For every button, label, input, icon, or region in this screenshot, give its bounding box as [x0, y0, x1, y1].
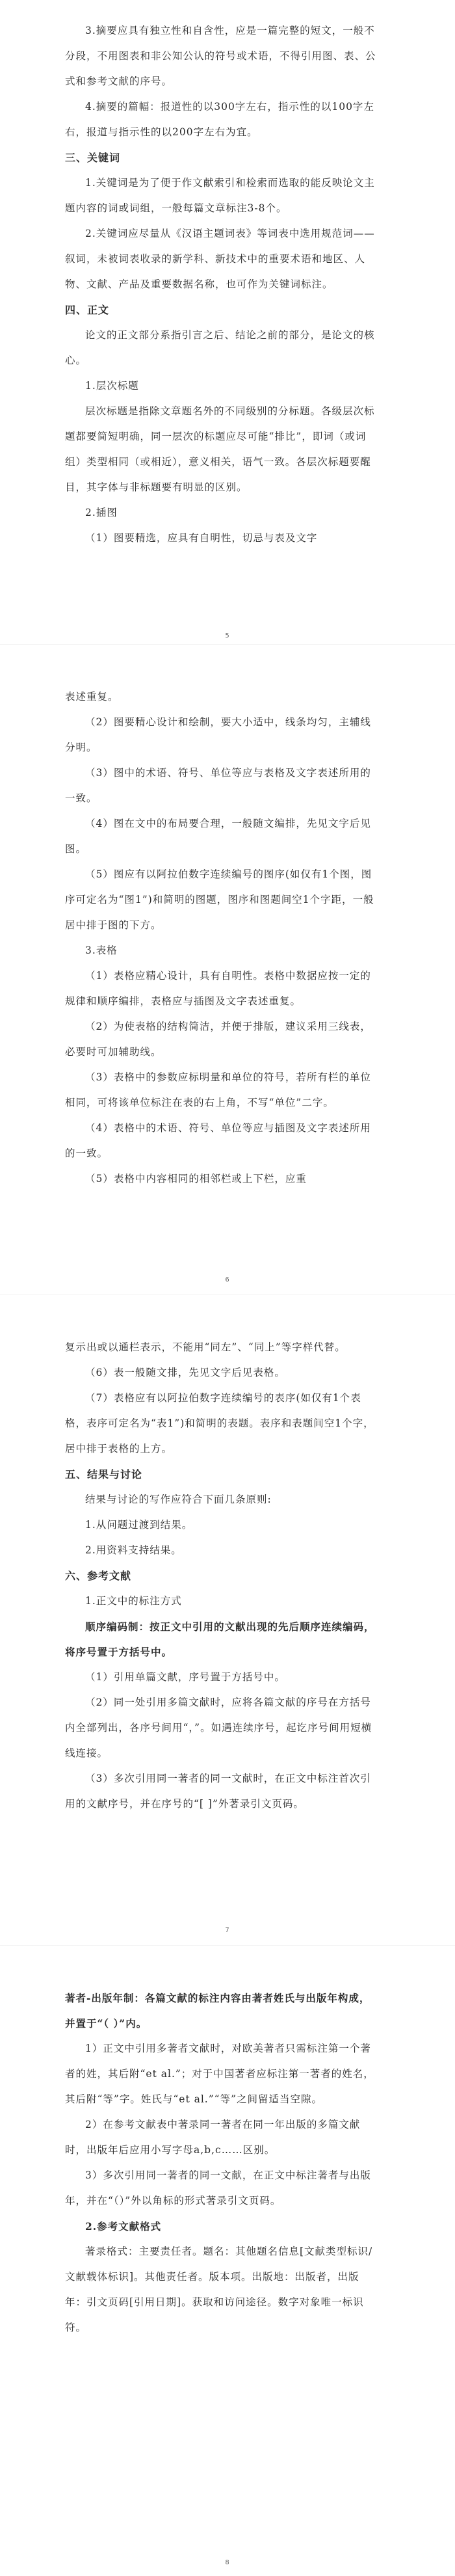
- document-page-1: [0, 0, 455, 644]
- figure-rule-4: （4）图在文中的布局要合理，一般随文编排，先见文字后见图。: [65, 818, 371, 855]
- keywords-rule-1: 1.关键词是为了便于作文献索引和检索而选取的能反映论文主题内容的词或词组，一般每篇文章标注3-8个。: [65, 177, 375, 214]
- levels-paragraph: 层次标题是指除文章题名外的不同级别的分标题。各级层次标题都要简短明确，同一层次的标题应尽可能“排比”，即词（或词组）类型相同（或相近），意义相关，语气一致。各层次标题要醒目，其字体与非标题要有明显的区别。: [65, 405, 375, 493]
- figure-rule-2: （2）图要精心设计和绘制，要大小适中，线条均匀，主辅线分明。: [65, 716, 371, 753]
- section-heading-references: 六、参考文献: [65, 1570, 132, 1582]
- table-rule-2: （2）为使表格的结构简洁，并便于排版，建议采用三线表，必要时可加辅助线。: [65, 1021, 371, 1058]
- table-rule-1: （1）表格应精心设计，具有自明性。表格中数据应按一定的规律和顺序编排，表格应与插图及文字表述重复。: [65, 970, 371, 1007]
- results-item-1: 1.从问题过渡到结果。: [85, 1519, 193, 1531]
- author-year-system-definition: 著者-出版年制：各篇文献的标注内容由著者姓氏与出版年构成，并置于“（ ）”内。: [65, 1992, 370, 2030]
- subheading-reference-format: 2.参考文献格式: [85, 2220, 162, 2233]
- author-year-rule-3: 3）多次引用同一著者的同一文献，在正文中标注著者与出版年，并在“（）”外以角标的形式著录引文页码。: [65, 2169, 371, 2207]
- table-rule-5-end: 复示出或以通栏表示，不能用“同左”、“同上”等字样代替。: [65, 1341, 346, 1353]
- document-page-2: [0, 644, 455, 1295]
- page-number: 5: [225, 632, 230, 639]
- reference-format-paragraph: 著录格式：主要责任者。题名：其他题名信息[文献类型标识/文献载体标识]。其他责任者。版本项。出版地：出版者，出版年：引文页码[引用日期]。获取和访问途径。数字对象唯一标识符。: [65, 2246, 373, 2333]
- page-number: 8: [225, 2559, 230, 2566]
- citation-rule-2: （2）同一处引用多篇文献时，应将各篇文献的序号在方括号内全部列出，各序号间用“，”。如遇连续序号，起讫序号间用短横线连接。: [65, 1697, 372, 1759]
- page-number: 6: [225, 1276, 230, 1283]
- abstract-rule-4: 4.摘要的篇幅：报道性的以300字左右，指示性的以100字左右，报道与指示性的以200字左右为宜。: [65, 101, 374, 138]
- document-page-3: [0, 1295, 455, 1945]
- abstract-rule-3: 3.摘要应具有独立性和自含性，应是一篇完整的短文，一般不分段，不用图表和非公知公认的符号或术语，不得引用图、表、公式和参考文献的序号。: [65, 25, 376, 87]
- section-heading-keywords: 三、关键词: [65, 152, 121, 164]
- subheading-figures: 2.插图: [85, 507, 118, 518]
- results-intro: 结果与讨论的写作应符合下面几条原则:: [85, 1494, 272, 1505]
- document-page-4: [0, 1945, 455, 2576]
- subheading-citation-method: 1.正文中的标注方式: [85, 1595, 182, 1607]
- numeric-system-definition: 顺序编码制：按正文中引用的文献出现的先后顺序连续编码，将序号置于方括号中。: [65, 1620, 375, 1658]
- body-intro: 论文的正文部分系指引言之后、结论之前的部分，是论文的核心。: [65, 329, 375, 366]
- section-heading-body: 四、正文: [65, 304, 110, 316]
- section-heading-results: 五、结果与讨论: [65, 1468, 143, 1481]
- page-divider: [0, 1945, 455, 1946]
- author-year-rule-1: 1）正文中引用多著者文献时，对欧美著者只需标注第一个著者的姓，其后附“et al.”；对于中国著者应标注第一著者的姓名，其后附“等”字。姓氏与“et al.”“等”之间留适当空隙。: [65, 2043, 374, 2105]
- table-rule-5-start: （5）表格中内容相同的相邻栏或上下栏，应重: [85, 1173, 307, 1185]
- page-number: 7: [225, 1927, 230, 1934]
- keywords-rule-2: 2.关键词应尽量从《汉语主题词表》等词表中选用规范词——叙词，未被词表收录的新学科、新技术中的重要术语和地区、人物、文献、产品及重要数据名称，也可作为关键词标注。: [65, 228, 375, 290]
- figure-rule-1-end: 表述重复。: [65, 691, 119, 703]
- page-divider: [0, 644, 455, 645]
- table-rule-4: （4）表格中的术语、符号、单位等应与插图及文字表述所用的一致。: [65, 1122, 371, 1159]
- table-rule-3: （3）表格中的参数应标明量和单位的符号，若所有栏的单位相同，可将该单位标注在表的右上角，不写“单位”二字。: [65, 1071, 371, 1108]
- subheading-levels: 1.层次标题: [85, 380, 139, 392]
- subheading-tables: 3.表格: [85, 945, 118, 956]
- author-year-rule-2: 2）在参考文献表中著录同一著者在同一年出版的多篇文献时，出版年后应用小写字母a,b,c……区别。: [65, 2119, 361, 2156]
- results-item-2: 2.用资料支持结果。: [85, 1544, 182, 1556]
- citation-rule-3: （3）多次引用同一著者的同一文献时，在正文中标注首次引用的文献序号，并在序号的“[ ]”外著录引文页码。: [65, 1773, 371, 1810]
- figure-rule-5: （5）图应有以阿拉伯数字连续编号的图序(如仅有1个图，图序可定名为“图1”)和简明的图题，图序和图题间空1个字距，一般居中排于图的下方。: [65, 868, 374, 931]
- table-rule-6: （6）表一般随文排，先见文字后见表格。: [85, 1367, 285, 1378]
- citation-rule-1: （1）引用单篇文献，序号置于方括号中。: [85, 1671, 285, 1683]
- figure-rule-1-start: （1）图要精选，应具有自明性，切忌与表及文字: [85, 532, 318, 544]
- figure-rule-3: （3）图中的术语、符号、单位等应与表格及文字表述所用的一致。: [65, 767, 371, 804]
- table-rule-7: （7）表格应有以阿拉伯数字连续编号的表序(如仅有1个表格，表序可定名为“表1”)和简明的表题。表序和表题间空1个字，居中排于表格的上方。: [65, 1392, 374, 1455]
